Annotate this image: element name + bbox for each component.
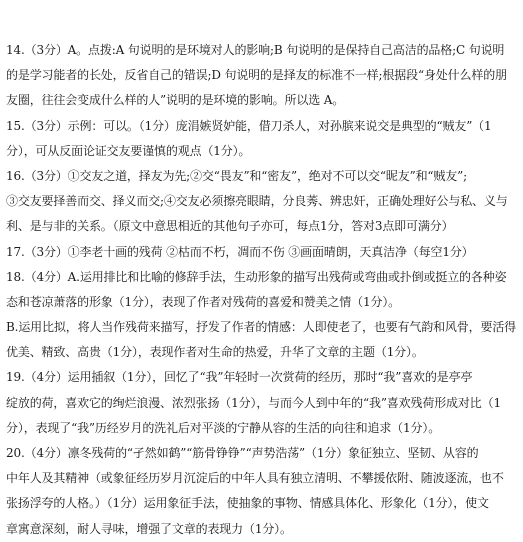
answer-line: 20.（4分）凛冬残荷的“孑然如鹤”“筋骨铮铮”“声势浩荡”（1分）象征独立、坚韧、从容的 xyxy=(6,446,479,460)
answer-line: 优美、精致、高贵（1分），表现作者对生命的热爱，升华了文章的主题（1分）。 xyxy=(6,345,424,360)
answer-line: 利、是与非的关系。（原文中意思相近的其他句子亦可，每点1分，答对3点即可满分） xyxy=(6,219,454,234)
answer-line: 19.（4分）运用插叙（1分），回忆了“我”年轻时一次赏荷的经历，那时“我”喜欢的是亭亭 xyxy=(6,370,473,385)
answer-line: 16.（3分）①交友之道，择友为先;②交“畏友”和“密友”，绝对不可以交“昵友”和“贼友”; xyxy=(6,168,467,183)
answer-line: ③交友要择善而交、择义而交;④交友必须擦亮眼睛，分良莠、辨忠奸，正确处理好公与私、义与 xyxy=(6,194,508,209)
answer-line: 17.（3分）①李老十画的残荷 ②枯而不朽，凋而不伤 ③画面晴朗，天真洁净（每空1分） xyxy=(6,244,474,259)
answer-line: 章寓意深刻，耐人寻味，增强了文章的表现力（1分）。 xyxy=(6,521,292,536)
answer-19 xyxy=(6,365,516,441)
answer-line: 绽放的荷，喜欢它的绚烂浪漫、浓烈张扬（1分），与而今人到中年的“我”喜欢残荷形成对比（1 xyxy=(6,395,501,410)
answer-key-document xyxy=(6,38,516,542)
answer-line: 分），表现了“我”历经岁月的洗礼后对平淡的宁静从容的生活的向往和追求（1分）。 xyxy=(6,420,441,435)
answer-16 xyxy=(6,164,516,240)
answer-line: 的是学习能者的长处，反省自己的错误;D 句说明的是择友的标准不一样;根据段“身处什么样的朋 xyxy=(6,68,507,83)
answer-line: 友圈，往往会变成什么样的人”说明的是环境的影响。所以选 A。 xyxy=(6,93,345,108)
answer-line: 态和苍凉萧落的形象（1分），表现了作者对残荷的喜爱和赞美之情（1分）。 xyxy=(6,294,401,309)
answer-14 xyxy=(6,38,516,114)
answer-18 xyxy=(6,265,516,366)
answer-line: 张扬浮夸的人格。）（1分）运用象征手法，使抽象的事物、情感具体化、形象化（1分），使文 xyxy=(6,496,489,511)
answer-line: 14.（3分）A。点拨:A 句说明的是环境对人的影响;B 句说明的是保持自己高洁的品格;C 句说明 xyxy=(6,43,505,57)
answer-17 xyxy=(6,240,516,265)
answer-line: B.运用比拟，将人当作残荷来描写，抒发了作者的情感：人即使老了，也要有气韵和风骨，要活得 xyxy=(6,320,516,335)
answer-line: 中年人及其精神（或象征经历岁月沉淀后的中年人具有独立清明、不攀援依附、随波逐流，也不 xyxy=(6,471,504,486)
answer-line: 18.（4分）A.运用排比和比喻的修辞手法，生动形象的描写出残荷或弯曲或扑倒或挺立的各种姿 xyxy=(6,269,507,284)
answer-line: 分），可从反面论证交友要谨慎的观点（1分）。 xyxy=(6,143,251,158)
answer-line: 15.（3分）示例：可以。（1分）庞涓嫉贤妒能，借刀杀人，对孙膑来说交是典型的“贼友”（1 xyxy=(6,118,492,133)
answer-15 xyxy=(6,114,516,164)
answer-20 xyxy=(6,441,516,542)
